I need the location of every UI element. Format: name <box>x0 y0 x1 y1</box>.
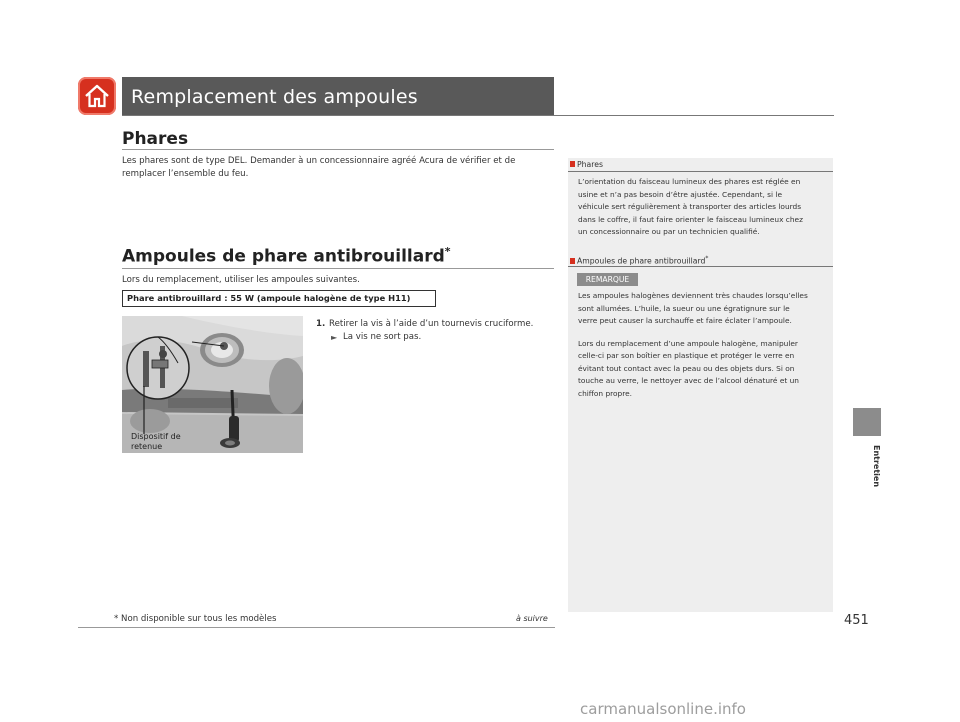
spec-box: Phare antibrouillard : 55 W (ampoule halogène de type H11) <box>122 290 436 307</box>
note-line: véhicule sert régulièrement à transporter des articles lourds <box>578 202 802 211</box>
note-line: chiffon propre. <box>578 388 633 398</box>
note-divider <box>568 266 833 267</box>
note-heading-text: Phares <box>577 160 603 169</box>
note-body-antibrouillard <box>578 290 828 400</box>
note-line: dans le coffre, il faut faire orienter le faisceau lumineux chez <box>578 214 803 224</box>
note-divider <box>568 171 833 172</box>
step-text: Retirer la vis à l’aide d’un tournevis cruciforme. <box>329 319 534 329</box>
note-line: sont allumées. L’huile, la sueur ou une égratignure sur le <box>578 303 790 313</box>
phares-body: Les phares sont de type DEL. Demander à un concessionnaire agréé Acura de vérifier et de remplacer l’ensemble du feu. <box>122 156 516 179</box>
note-line: usine et n’a pas besoin d’être ajustée. Cependant, si le <box>578 189 783 199</box>
step-result: La vis ne sort pas. <box>343 332 422 342</box>
note-body-phares <box>578 176 828 239</box>
watermark: carmanualsonline.info <box>580 700 746 718</box>
note-line: celle-ci par son boîtier en plastique et protéger le verre en <box>578 351 795 360</box>
paragraph-gap <box>578 328 828 338</box>
note-heading-antibrouillard <box>570 255 708 266</box>
remarque-badge: REMARQUE <box>577 273 638 286</box>
page-title: Remplacement des ampoules <box>131 86 418 108</box>
asterisk: * <box>705 255 709 262</box>
note-marker-icon <box>570 161 575 167</box>
chapter-tab-label[interactable]: Entretien <box>872 445 881 488</box>
page-number: 451 <box>844 613 869 628</box>
note-line: évitant tout contact avec la peau ou des objets durs. Si on <box>578 363 795 373</box>
footnote: * Non disponible sur tous les modèles <box>114 614 277 624</box>
section-divider <box>122 268 554 269</box>
home-button[interactable] <box>78 77 116 115</box>
note-line: un concessionnaire ou par un technicien qualifié. <box>578 227 760 236</box>
step-number: 1. <box>316 319 326 329</box>
note-line: Les ampoules halogènes deviennent très chaudes lorsqu’elles <box>578 291 808 300</box>
antibrouillard-intro: Lors du remplacement, utiliser les ampoules suivantes. <box>122 275 360 285</box>
section-heading-phares: Phares <box>122 129 189 149</box>
page-title-bar <box>122 77 554 115</box>
chapter-tab-marker[interactable] <box>853 408 881 436</box>
arrow-icon: ► <box>331 333 338 342</box>
note-heading-text: Ampoules de phare antibrouillard <box>577 256 706 266</box>
footer-divider <box>78 627 555 628</box>
note-line: Lors du remplacement d’une ampoule halogène, manipuler <box>578 338 798 348</box>
home-icon <box>83 82 111 110</box>
callout-line: Dispositif de <box>131 432 181 441</box>
asterisk: * <box>444 245 451 258</box>
note-marker-icon <box>570 258 575 264</box>
note-heading-phares <box>570 160 603 169</box>
heading-text: Ampoules de phare antibrouillard <box>122 246 445 267</box>
note-line: L’orientation du faisceau lumineux des phares est réglée en <box>578 177 801 186</box>
note-line: touche au verre, le nettoyer avec de l’alcool dénaturé et un <box>578 376 799 385</box>
callout-label <box>131 432 181 452</box>
callout-line: retenue <box>131 442 163 451</box>
section-heading-antibrouillard <box>122 245 451 267</box>
note-line: verre peut causer la surchauffe et faire éclater l’ampoule. <box>578 316 792 325</box>
title-divider <box>122 115 834 116</box>
section-divider <box>122 149 554 150</box>
continued-label: à suivre <box>516 614 548 623</box>
